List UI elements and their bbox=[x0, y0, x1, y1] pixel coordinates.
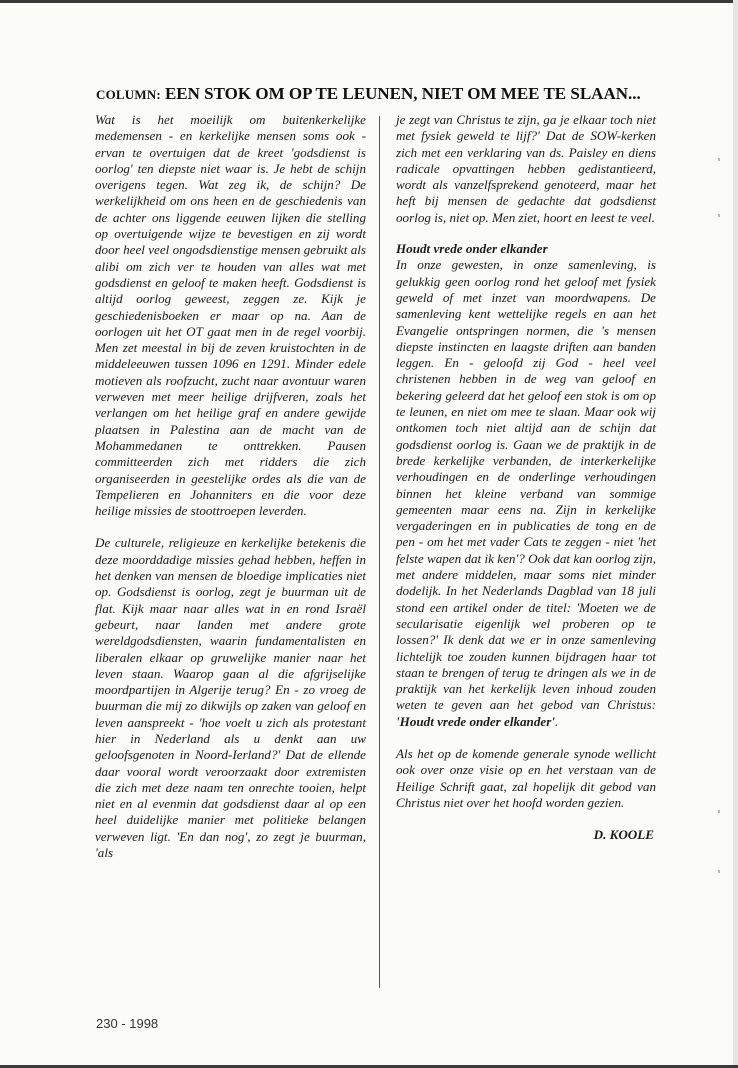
left-paragraph-1: Wat is het moeilijk om buitenkerkelijke medemensen - en kerkelijke mensen soms ook - ervan te overtuigen dat de kreet 'godsdienst is oorlog' ten diepste niet waar is. Je hebt de schijn overigens tegen. Wat zeg ik, de schijn? De werkelijkheid om ons heen en de geschiedenis van de achter ons liggende eeuwen lijken die stelling op overtuigende wijze te bevestigen en zij wordt door heel veel ongodsdienstige mensen gebruikt als alibi om zich ver te houden van alles wat met godsdienst en geloof te maken heeft. Godsdienst is altijd oorlog geweest, zeggen ze. Kijk je geschiedenisboeken er maar op na. Aan de oorlogen uit het OT gaat men in de regel voorbij. Men zet meestal in bij de zeven kruistochten in de middeleeuwen tussen 1096 en 1291. Minder edele motieven als roofzucht, zucht naar avontuur waren verweven met meer heilige drijfveren, zoals het verlangen om het heilige graf en andere gewijde plaatsen in Palestina aan de macht van de Mohammedanen te onttrekken. Pausen committeerden zich met ridders die zich organiseerden in geestelijke ordes als die van de Tempelieren en Johanniters en die voor deze heilige missies de stoottroepen leverden. bbox=[95, 112, 366, 519]
scan-speck bbox=[718, 810, 720, 813]
page-number: 230 - 1998 bbox=[96, 1016, 159, 1031]
right-paragraph-2-text: In onze gewesten, in onze samenleving, is gelukkig geen oorlog rond het geloof met fysiek geweld of met inzet van moordwapens. De samenleving kent wettelijke regels en aan het Evangelie ontspringen normen, die 's mensen diepste instincten en laagste driften aan banden leggen. En - geloofd zij God - heel veel christenen hebben in de weg van geloof en bekering geleerd dat het geloof een stok is om op te leunen, en niet om mee te slaan. Maar ook wij ontkomen toch niet altijd aan de schijn dat godsdienst oorlog is. Gaan we de praktijk in de brede kerkelijke verbanden, de interkerkelijke verhoudingen en de onderlinge verhoudingen binnen het kleine verband van sommige gemeenten maar eens na. Zijn in kerkelijke vergaderingen en in publicaties de tong en de pen - om het met vader Cats te zeggen - niet 'het felste wapen dat ik ken'? Ook dat kan oorlog zijn, met andere middelen, maar soms niet minder dodelijk. In het Nederlands Dagblad van 18 juli stond een artikel onder de titel: 'Moeten we de secularisatie eigenlijk wel proberen op te lossen?' Ik denk dat we er in onze samenleving lichtelijk toe zouden kunnen bijdragen haar tot staan te brengen of terug te dringen als we in de praktijk van het kerkelijk leven inhoud zouden weten te geven aan het gebod van Christus: bbox=[396, 257, 656, 713]
paragraph-gap bbox=[396, 226, 656, 241]
right-paragraph-2-end: . bbox=[554, 713, 559, 729]
section-subheading: Houdt vrede onder elkander bbox=[396, 241, 548, 257]
left-paragraph-2: De culturele, religieuze en kerkelijke betekenis die deze moorddadige missies gehad hebben, heffen in het denken van mensen de bloedige implicaties niet op. Godsdienst is oorlog, zegt je buurman uit de flat. Kijk maar naar alles wat in en rond Israël gebeurt, naar landen met andere grote wereldgodsdiensten, waarin fundamentalisten en liberalen elkaar op gruwelijke manier naar het leven staan. Waarop gaan al die afgrijselijke moordpartijen in Algerije terug? En - zo vroeg de buurman die mij zo dikwijls op zaken van geloof en leven aanspreekt - 'hoe voelt u zich als protestant hier in Nederland als u denkt aan uw geloofsgenoten in Noord-Ierland?' Dat de ellende daar vooral wordt veroorzaakt door extremisten die zich met deze naam ten onrechte tooien, helpt niet en al evenmin dat godsdienst daar al op een heel duidelijke manier met politieke belangen verweven ligt. 'En dan nog', zo zegt je buurman, 'als bbox=[95, 535, 366, 861]
scan-speck bbox=[718, 214, 720, 217]
page-right-edge bbox=[733, 0, 738, 1068]
page-title bbox=[96, 84, 676, 104]
paragraph-gap bbox=[396, 730, 656, 746]
left-column bbox=[95, 112, 366, 861]
commandment-emphasis: 'Houdt vrede onder elkander' bbox=[396, 713, 555, 729]
column-headline: EEN STOK OM OP TE LEUNEN, NIET OM MEE TE SLAAN... bbox=[164, 84, 641, 103]
column-kicker: COLUMN: bbox=[96, 87, 161, 102]
scan-speck bbox=[718, 158, 720, 161]
right-paragraph-3: Als het op de komende generale synode wellicht ook over onze visie op en het verstaan van de Heilige Schrift gaat, zal hopelijk dit gebod van Christus niet over het hoofd worden gezien. bbox=[396, 745, 656, 810]
right-column bbox=[396, 112, 656, 843]
scan-speck bbox=[718, 870, 720, 873]
column-divider bbox=[379, 116, 380, 988]
top-border bbox=[0, 0, 738, 3]
author-signature: D. KOOLE bbox=[593, 827, 654, 843]
paragraph-gap bbox=[95, 519, 366, 535]
right-paragraph-1: je zegt van Christus te zijn, ga je elkaar toch niet met fysiek geweld te lijf?' Dat de SOW-kerken zich met een verklaring van ds. Paisley en diens radicale opvattingen hebben gedistantieerd, wordt als vanzelfsprekend genoteerd, maar het heft bij mensen de gedachte dat godsdienst oorlog is, niet op. Men ziet, hoort en leest te veel. bbox=[396, 112, 656, 225]
right-paragraph-2 bbox=[396, 257, 656, 730]
